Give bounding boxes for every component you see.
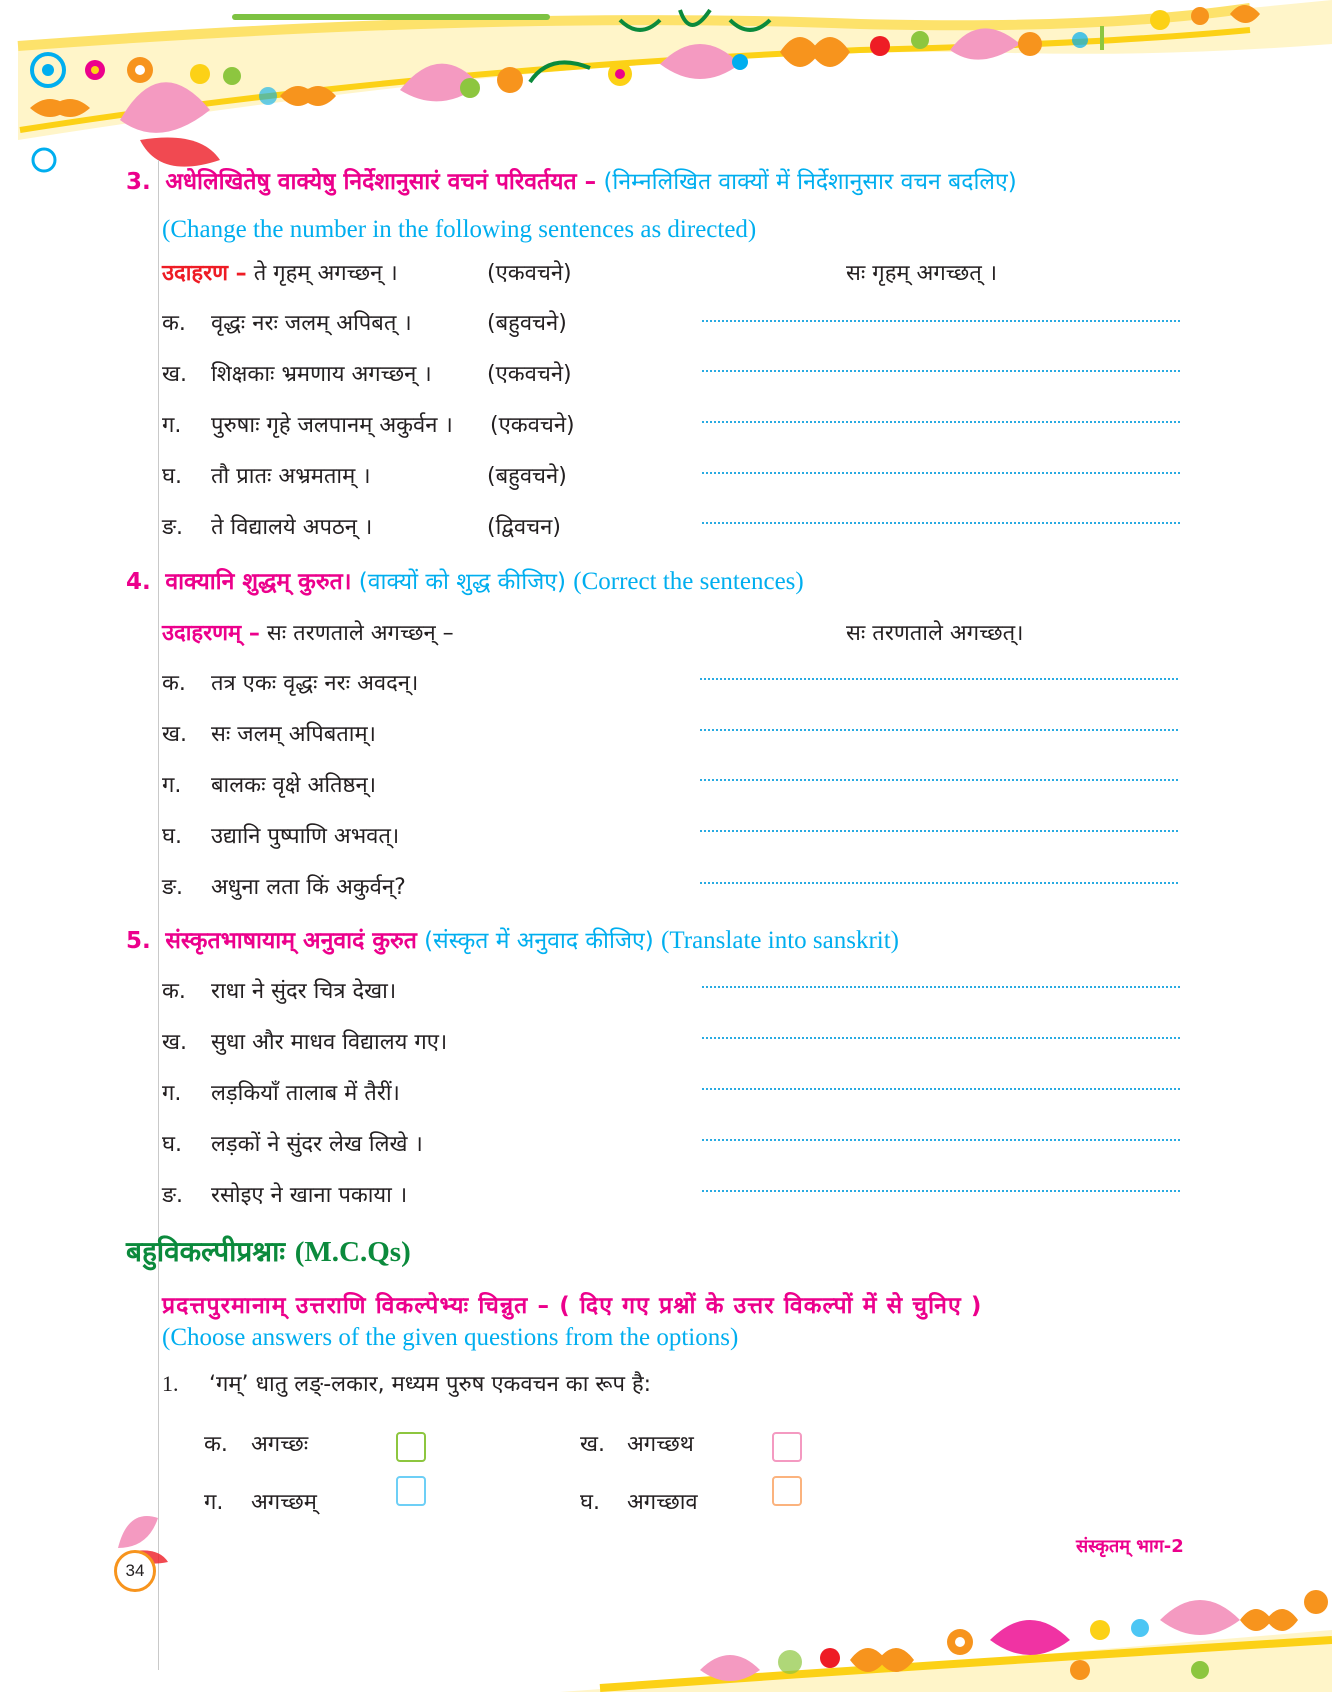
answer-line[interactable] bbox=[700, 729, 1178, 731]
section3-item bbox=[162, 410, 575, 442]
section3-example-label: उदाहरण – bbox=[162, 261, 247, 286]
page-number: 34 bbox=[114, 1550, 156, 1592]
item-text: ते विद्यालये अपठन् । bbox=[211, 515, 373, 540]
section4-item bbox=[162, 719, 376, 751]
option-text: अगच्छः bbox=[251, 1432, 309, 1457]
section5-title-sanskrit: संस्कृतभाषायाम् अनुवादं कुरुत bbox=[165, 928, 417, 954]
section4-number: 4. bbox=[126, 569, 151, 595]
item-label: क. bbox=[162, 979, 186, 1004]
option-label: घ. bbox=[580, 1490, 600, 1515]
item-label: क. bbox=[162, 671, 186, 696]
answer-line[interactable] bbox=[700, 779, 1178, 781]
answer-line[interactable] bbox=[702, 522, 1180, 524]
mcq-title-english: (M.C.Qs) bbox=[294, 1236, 411, 1268]
item-text: तौ प्रातः अभ्रमताम् । bbox=[211, 464, 371, 489]
mcq-question-number: 1. bbox=[162, 1371, 179, 1396]
mcq-question-text: ‘गम्’ धातु लङ्-लकार, मध्यम पुरुष एकवचन का रूप है: bbox=[209, 1372, 652, 1397]
answer-line[interactable] bbox=[702, 986, 1180, 988]
mcq-option-gha bbox=[580, 1486, 698, 1516]
answer-line[interactable] bbox=[702, 472, 1180, 474]
item-text: वृद्धः नरः जलम् अपिबत् । bbox=[211, 311, 412, 336]
item-text: सः जलम् अपिबताम्। bbox=[211, 722, 376, 747]
item-label: घ. bbox=[162, 1132, 182, 1157]
section5-number: 5. bbox=[126, 928, 151, 954]
answer-line[interactable] bbox=[700, 830, 1178, 832]
option-label: ग. bbox=[204, 1490, 224, 1515]
item-hint: (द्विवचन) bbox=[487, 515, 561, 540]
answer-line[interactable] bbox=[702, 320, 1180, 322]
item-label: ग. bbox=[162, 413, 182, 438]
section3-number: 3. bbox=[126, 169, 151, 195]
section3-example-text: ते गृहम् अगच्छन् । bbox=[253, 261, 398, 286]
item-label: ङ. bbox=[162, 1183, 184, 1208]
section4-example bbox=[162, 618, 454, 650]
section4-example-text: सः तरणताले अगच्छन् – bbox=[266, 621, 454, 646]
section3-heading bbox=[126, 166, 1017, 198]
item-hint: (बहुवचने) bbox=[487, 464, 567, 489]
section3-item bbox=[162, 308, 567, 340]
answer-line[interactable] bbox=[700, 678, 1178, 680]
option-ga-checkbox[interactable] bbox=[396, 1476, 426, 1506]
section5-item bbox=[162, 1129, 423, 1161]
option-text: अगच्छथ bbox=[627, 1432, 694, 1457]
item-label: घ. bbox=[162, 824, 182, 849]
item-text: पुरुषाः गृहे जलपानम् अकुर्वन । bbox=[211, 413, 453, 438]
mcq-title-hindi: बहुविकल्पीप्रश्नाः bbox=[126, 1235, 285, 1268]
item-label: ख. bbox=[162, 722, 187, 747]
item-hint: (एकवचने) bbox=[490, 413, 575, 438]
item-text: सुधा और माधव विद्यालय गए। bbox=[211, 1030, 448, 1055]
section4-example-label: उदाहरणम् – bbox=[162, 621, 260, 646]
answer-line[interactable] bbox=[700, 882, 1178, 884]
section5-item bbox=[162, 1078, 400, 1110]
section4-title-sanskrit: वाक्यानि शुद्धम् कुरुत। bbox=[165, 569, 352, 595]
section4-item bbox=[162, 872, 406, 904]
section4-item bbox=[162, 821, 399, 853]
item-label: ङ. bbox=[162, 515, 184, 540]
section3-title-sanskrit: अधेलिखितेषु वाक्येषु निर्देशानुसारं वचनं परिवर्तयत – bbox=[165, 169, 597, 195]
section4-item bbox=[162, 770, 376, 802]
mcq-question bbox=[162, 1368, 651, 1398]
section3-example-hint: (एकवचने) bbox=[487, 261, 572, 286]
answer-line[interactable] bbox=[702, 370, 1180, 372]
item-label: ख. bbox=[162, 362, 187, 387]
item-label: ङ. bbox=[162, 875, 184, 900]
section3-title-english: (Change the number in the following sentences as directed) bbox=[162, 216, 757, 243]
section5-heading bbox=[126, 925, 899, 957]
section3-title-hindi: (निम्नलिखित वाक्यों में निर्देशानुसार वचन बदलिए) bbox=[603, 169, 1017, 195]
item-hint: (बहुवचने) bbox=[487, 311, 567, 336]
item-text: अधुना लता किं अकुर्वन्? bbox=[211, 875, 406, 900]
section4-heading bbox=[126, 566, 804, 598]
section5-item bbox=[162, 1027, 447, 1059]
mcq-option-ga bbox=[204, 1486, 317, 1516]
book-title: संस्कृतम् भाग-2 bbox=[1076, 1536, 1184, 1557]
item-label: क. bbox=[162, 311, 186, 336]
item-text: शिक्षकाः भ्रमणाय अगच्छन् । bbox=[211, 362, 432, 387]
mcq-title bbox=[126, 1232, 411, 1270]
item-text: उद्यानि पुष्पाणि अभवत्। bbox=[211, 824, 400, 849]
option-text: अगच्छम् bbox=[251, 1490, 317, 1515]
section3-item bbox=[162, 359, 572, 391]
section3-example bbox=[162, 258, 572, 290]
answer-line[interactable] bbox=[702, 1037, 1180, 1039]
section4-example-answer: सः तरणताले अगच्छत्। bbox=[846, 621, 1024, 646]
section3-example-answer: सः गृहम् अगच्छत् । bbox=[846, 261, 998, 286]
mcq-option-ka bbox=[204, 1428, 308, 1458]
answer-line[interactable] bbox=[702, 1190, 1180, 1192]
item-text: रसोइए ने खाना पकाया । bbox=[211, 1183, 408, 1208]
item-label: ख. bbox=[162, 1030, 187, 1055]
item-text: राधा ने सुंदर चित्र देखा। bbox=[211, 979, 397, 1004]
section3-item bbox=[162, 512, 561, 544]
mcq-instruction: प्रदत्तपुरमानाम् उत्तराणि विकल्पेभ्यः चिन्नुत – ( दिए गए प्रश्नों के उत्तर विकल्पों में से चुनिए ) bbox=[162, 1293, 983, 1319]
item-text: लड़कियाँ तालाब में तैरीं। bbox=[211, 1081, 400, 1106]
option-label: क. bbox=[204, 1432, 228, 1457]
item-text: लड़कों ने सुंदर लेख लिखे । bbox=[211, 1132, 423, 1157]
item-hint: (एकवचने) bbox=[487, 362, 572, 387]
mcq-option-kha bbox=[580, 1428, 694, 1458]
answer-line[interactable] bbox=[702, 1088, 1180, 1090]
option-kha-checkbox[interactable] bbox=[772, 1432, 802, 1462]
option-gha-checkbox[interactable] bbox=[772, 1476, 802, 1506]
section5-item bbox=[162, 1180, 407, 1212]
option-label: ख. bbox=[580, 1432, 605, 1457]
mcq-instruction-english: (Choose answers of the given questions from the options) bbox=[162, 1324, 739, 1351]
item-text: तत्र एकः वृद्धः नरः अवदन्। bbox=[211, 671, 419, 696]
section4-item bbox=[162, 668, 418, 700]
section4-title-english: (Correct the sentences) bbox=[573, 568, 804, 595]
section3-item bbox=[162, 461, 567, 493]
item-label: ग. bbox=[162, 773, 182, 798]
item-label: घ. bbox=[162, 464, 182, 489]
option-ka-checkbox[interactable] bbox=[396, 1432, 426, 1462]
answer-line[interactable] bbox=[702, 421, 1180, 423]
section5-item bbox=[162, 976, 396, 1008]
option-text: अगच्छाव bbox=[627, 1490, 698, 1515]
item-text: बालकः वृक्षे अतिष्ठन्। bbox=[211, 773, 377, 798]
section5-title-hindi: (संस्कृत में अनुवाद कीजिए) bbox=[424, 928, 654, 954]
answer-line[interactable] bbox=[702, 1139, 1180, 1141]
section5-title-english: (Translate into sanskrit) bbox=[661, 927, 899, 954]
section4-title-hindi: (वाक्यों को शुद्ध कीजिए) bbox=[358, 569, 566, 595]
item-label: ग. bbox=[162, 1081, 182, 1106]
